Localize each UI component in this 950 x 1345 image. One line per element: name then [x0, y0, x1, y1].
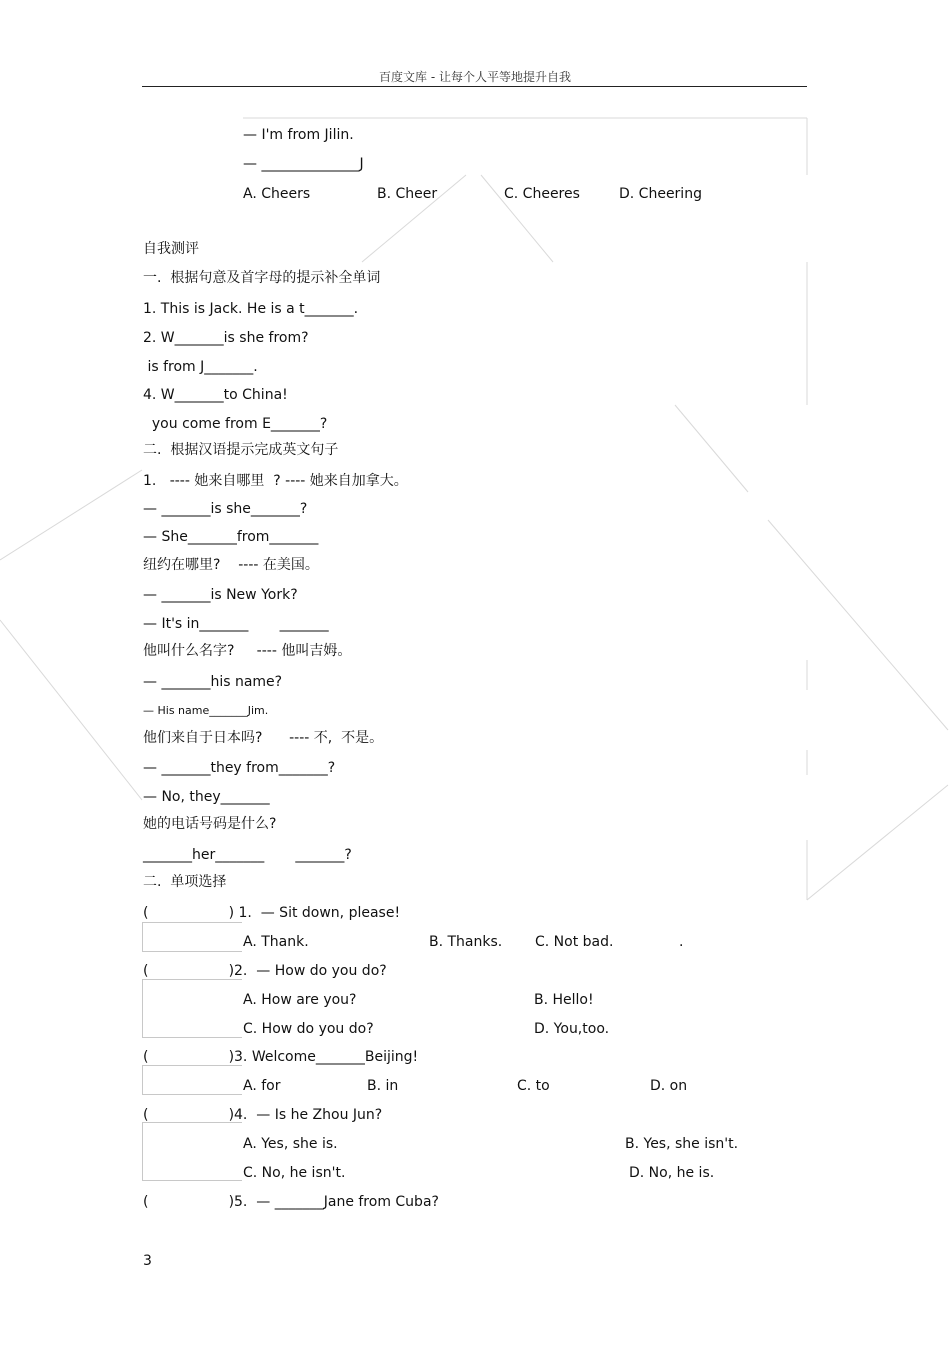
- section-self-test: 自我测评: [143, 241, 199, 257]
- part2-line: 纽约在哪里? ---- 在美国。: [143, 557, 319, 573]
- q2-option-d: D. You,too.: [534, 1021, 610, 1037]
- q1-option-d: .: [679, 934, 684, 950]
- q1-option-c: C. Not bad.: [535, 934, 614, 950]
- dialog-option-d: D. Cheering: [619, 186, 702, 202]
- dialog-line-2: — ______________J: [243, 156, 364, 172]
- q3-option-d: D. on: [650, 1078, 688, 1094]
- q3-option-b: B. in: [367, 1078, 399, 1094]
- part1-item: 1. This is Jack. He is a t_______.: [143, 301, 359, 317]
- q4-option-b: B. Yes, she isn't.: [625, 1136, 739, 1152]
- part2-line: 1. ---- 她来自哪里 ? ---- 她来自加拿大。: [143, 473, 408, 489]
- q4-option-d: D. No, he is.: [629, 1165, 715, 1181]
- part1-item: 2. W_______is she from?: [143, 330, 309, 346]
- part1-item: you come from E_______?: [143, 416, 328, 432]
- question-1-stem: ( ) 1. — Sit down, please!: [143, 905, 401, 921]
- page-header: 百度文库 - 让每个人平等地提升自我: [379, 70, 571, 84]
- dialog-line-1: — I'm from Jilin.: [243, 127, 354, 143]
- dialog-option-b: B. Cheer: [377, 186, 438, 202]
- answer-box-1: [142, 922, 242, 952]
- q1-option-b: B. Thanks.: [429, 934, 503, 950]
- part2-line: 她的电话号码是什么?: [143, 816, 277, 832]
- q3-option-a: A. for: [243, 1078, 281, 1094]
- question-4-stem: ( )4. — Is he Zhou Jun?: [143, 1107, 383, 1123]
- answer-box-4: [142, 1122, 242, 1181]
- part2-line: — It's in_______ _______: [143, 616, 329, 632]
- q1-option-a: A. Thank.: [243, 934, 309, 950]
- q2-option-a: A. How are you?: [243, 992, 357, 1008]
- part2-line: — _______his name?: [143, 674, 283, 690]
- part2-line: 他们来自于日本吗? ---- 不, 不是。: [143, 730, 384, 746]
- question-2-stem: ( )2. — How do you do?: [143, 963, 387, 979]
- part2-line: — His name_______Jim.: [143, 704, 269, 717]
- part1-item: is from J_______.: [143, 359, 258, 375]
- q2-option-b: B. Hello!: [534, 992, 594, 1008]
- part2-line: — _______they from_______?: [143, 760, 336, 776]
- dialog-option-a: A. Cheers: [243, 186, 311, 202]
- dialog-option-c: C. Cheeres: [504, 186, 580, 202]
- part2-line: — No, they_______: [143, 789, 270, 805]
- answer-box-3: [142, 1065, 242, 1095]
- part1-title: 一. 根据句意及首字母的提示补全单词: [143, 270, 381, 286]
- question-3-stem: ( )3. Welcome_______Beijing!: [143, 1049, 419, 1065]
- q4-option-a: A. Yes, she is.: [243, 1136, 338, 1152]
- q4-option-c: C. No, he isn't.: [243, 1165, 346, 1181]
- part2-line: _______her_______ _______?: [143, 847, 352, 863]
- answer-box-2: [142, 979, 242, 1038]
- part1-item: 4. W_______to China!: [143, 387, 288, 403]
- part3-title: 二. 单项选择: [143, 874, 227, 890]
- part2-line: — _______is she_______?: [143, 501, 308, 517]
- q3-option-c: C. to: [517, 1078, 550, 1094]
- part2-line: — _______is New York?: [143, 587, 298, 603]
- q2-option-c: C. How do you do?: [243, 1021, 374, 1037]
- part2-line: 他叫什么名字? ---- 他叫吉姆。: [143, 643, 352, 659]
- header-rule: [142, 86, 807, 87]
- page-number: 3: [143, 1253, 152, 1269]
- question-5-stem: ( )5. — _______Jane from Cuba?: [143, 1194, 439, 1210]
- part2-line: — She_______from_______: [143, 529, 319, 545]
- part2-title: 二. 根据汉语提示完成英文句子: [143, 442, 339, 458]
